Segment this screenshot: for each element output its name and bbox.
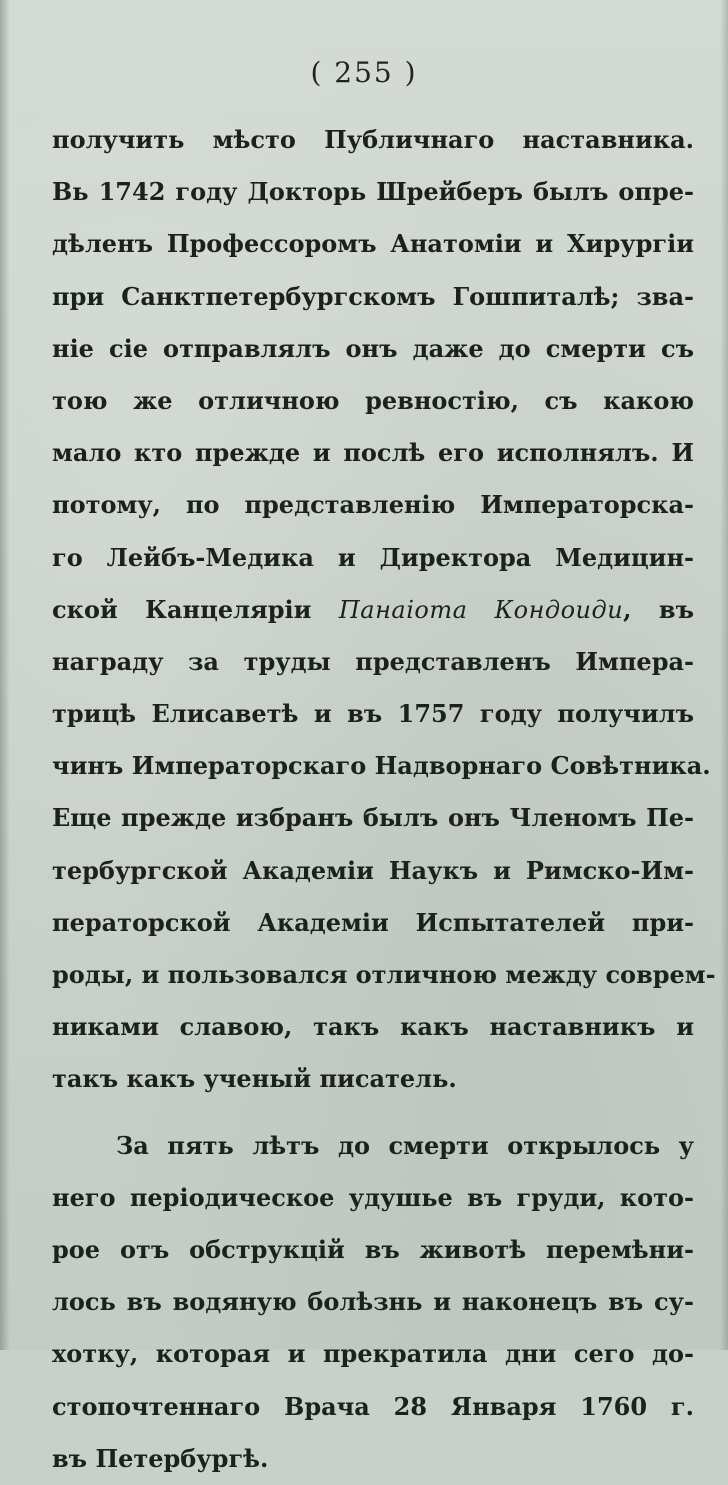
text-line: ніе сіе отправлялъ онъ даже до смерти съ <box>52 333 694 363</box>
page-body-text <box>52 114 716 1485</box>
text-line: дѣленъ Профессоромъ Анатоміи и Хирургіи <box>52 229 694 259</box>
text-line: Вь 1742 году Докторь Шрейберъ былъ опре- <box>52 177 694 207</box>
text-line: мало кто прежде и послѣ его исполнялъ. И <box>52 438 694 468</box>
text-line: такъ какъ ученый писатель. <box>52 1064 457 1094</box>
text-line: За пять лѣтъ до смерти открылось у <box>116 1130 694 1160</box>
text-line: тербургской Академіи Наукъ и Римско-Им- <box>52 855 694 885</box>
text-line: Еще прежде избранъ былъ онъ Членомъ Пе- <box>52 803 694 833</box>
text-line: ператорской Академіи Испытателей при- <box>52 907 694 937</box>
italic-person-name: Панаіота Кондоиди <box>338 595 624 624</box>
page-edge-shadow-left <box>0 0 10 1350</box>
page-edge-shadow-right <box>720 0 728 1350</box>
text-line: въ Петербургѣ. <box>52 1443 269 1473</box>
text-segment: , въ <box>623 594 694 624</box>
text-line: чинъ Императорскаго Надворнаго Совѣтника. <box>52 751 711 781</box>
text-line: трицѣ Елисаветѣ и въ 1757 году получилъ <box>52 699 694 729</box>
text-line: стопочтеннаго Врача 28 Января 1760 г. <box>52 1391 694 1421</box>
text-segment: ской Канцеляріи <box>52 594 312 624</box>
text-line: го Лейбъ-Медика и Директора Медицин- <box>52 542 694 572</box>
page-number: ( 255 ) <box>310 56 418 89</box>
text-line: получить мѣсто Публичнаго наставника. <box>52 125 694 154</box>
text-line: него періодическое удушье въ груди, кото- <box>52 1182 694 1212</box>
text-line: хотку, которая и прекратила дни сего до- <box>52 1339 694 1369</box>
text-line: тою же отличною ревностію, съ какою <box>52 385 694 415</box>
text-line: при Санктпетербургскомъ Гошпиталѣ; зва- <box>52 281 694 311</box>
text-line: роды, и пользовался отличною между соврем- <box>52 960 716 989</box>
text-line: потому, по представленію Императорска- <box>52 490 694 520</box>
text-line: лось въ водяную болѣзнь и наконецъ въ су- <box>52 1287 694 1317</box>
paragraph-2 <box>52 1120 694 1485</box>
text-line: никами славою, такъ какъ наставникъ и <box>52 1012 694 1042</box>
text-line: награду за труды представленъ Импера- <box>52 646 694 676</box>
text-line: рое отъ обструкцій въ животѣ перемѣни- <box>52 1234 694 1264</box>
paragraph-1 <box>52 114 716 1106</box>
text-line-with-italic-name <box>52 584 694 636</box>
